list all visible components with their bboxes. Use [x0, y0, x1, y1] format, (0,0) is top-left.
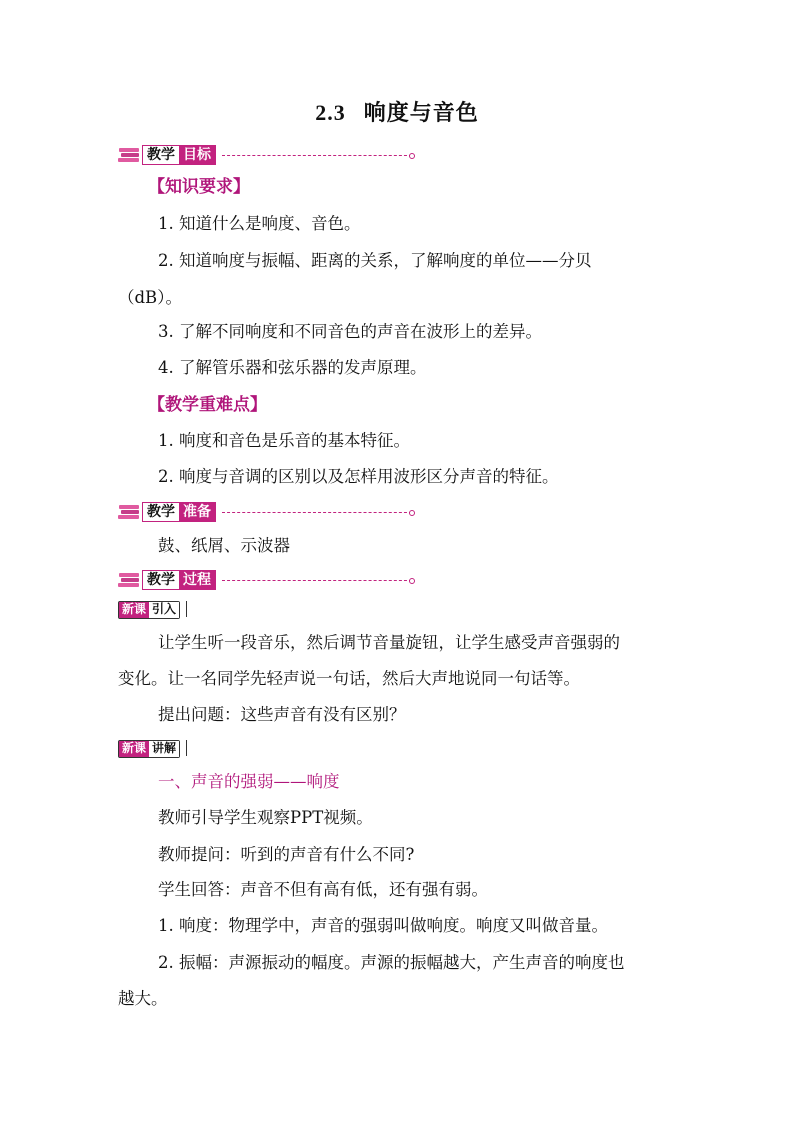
- paragraph-line: 教师提问：听到的声音有什么不同?: [158, 845, 415, 864]
- paragraph-line: 2. 振幅：声源振动的幅度。声源的振幅越大，产生声音的响度也: [158, 953, 625, 972]
- paragraph-line: 学生回答：声音不但有高有低，还有强有弱。: [158, 880, 488, 899]
- paragraph-line: 1. 响度：物理学中，声音的强弱叫做响度。响度又叫做音量。: [158, 916, 608, 935]
- paragraph-line: 教师引导学生观察PPT视频。: [158, 808, 373, 827]
- books-icon: [118, 571, 140, 589]
- page-title: [0, 96, 794, 127]
- books-icon: [118, 503, 140, 521]
- dashed-divider: [222, 512, 412, 513]
- dashed-divider: [222, 155, 412, 156]
- list-item: 2. 知道响度与振幅、距离的关系，了解响度的单位——分贝: [158, 251, 592, 270]
- section-label: 教学 过程: [142, 570, 216, 590]
- lecture-heading: 一、声音的强弱——响度: [158, 772, 340, 791]
- section-label: 教学 目标: [142, 145, 216, 165]
- section-header-prep: [118, 500, 412, 524]
- prep-text: 鼓、纸屑、示波器: [158, 536, 290, 555]
- knowledge-heading: 【知识要求】: [148, 177, 250, 197]
- section-header-goals: [118, 143, 412, 167]
- key-heading: 【教学重难点】: [148, 395, 267, 415]
- paragraph-line: 让学生听一段音乐，然后调节音量旋钮，让学生感受声音强弱的: [158, 633, 620, 652]
- section-number: 2.3: [315, 100, 346, 125]
- section-title: 响度与音色: [363, 100, 479, 126]
- dashed-divider: [222, 580, 412, 581]
- section-header-process: [118, 568, 412, 592]
- paragraph-line: 变化。让一名同学先轻声说一句话，然后大声地说同一句话等。: [118, 669, 580, 688]
- paragraph-line: 越大。: [118, 989, 168, 1008]
- list-item: （dB）。: [118, 288, 182, 307]
- paragraph-line: 提出问题：这些声音有没有区别？: [158, 705, 406, 724]
- list-item: 3. 了解不同响度和不同音色的声音在波形上的差异。: [158, 322, 542, 341]
- tag-intro: 新课 引入: [118, 601, 187, 619]
- list-item: 1. 知道什么是响度、音色。: [158, 214, 361, 233]
- section-label: 教学 准备: [142, 502, 216, 522]
- tag-lecture: 新课 讲解: [118, 740, 187, 758]
- list-item: 1. 响度和音色是乐音的基本特征。: [158, 431, 410, 450]
- list-item: 2. 响度与音调的区别以及怎样用波形区分声音的特征。: [158, 467, 559, 486]
- list-item: 4. 了解管乐器和弦乐器的发声原理。: [158, 358, 427, 377]
- books-icon: [118, 146, 140, 164]
